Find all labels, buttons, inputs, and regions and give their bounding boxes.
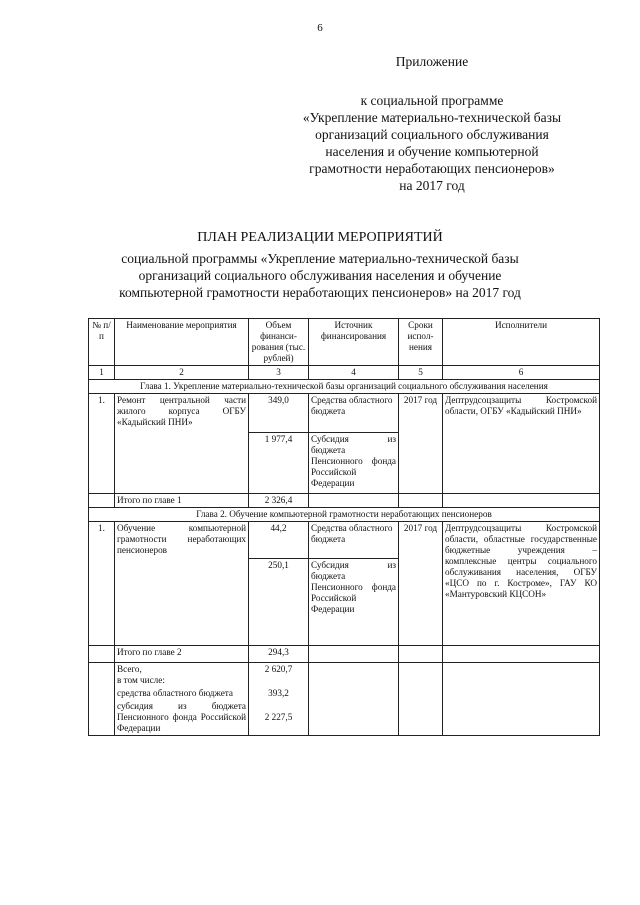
row-source-regional: Средства областного бюджета [309,394,399,433]
total-row-chapter-1 [89,494,600,508]
appendix-line-6: на 2017 год [399,178,465,193]
row-name: Обучение компьютерной грамотности неработающих пенсионеров [115,522,249,646]
chapter-2-row [89,508,600,522]
row-source-subsidy: Субсидия из бюджета Пенсионного фонда Российской Федерации [309,559,399,646]
appendix-line-5: грамотности неработающих пенсионеров» [309,161,555,176]
header-volume: Объем финанси- рования (тыс. рублей) [249,319,309,366]
header-terms: Сроки испол- нения [399,319,443,366]
row-volume-regional: 44,2 [249,522,309,559]
grand-total-values [249,663,309,736]
total-value: 294,3 [249,646,309,663]
row-executors: Дептрудсоцзащиты Костромской области, ОГБУ «Кадыйский ПНИ» [443,394,600,494]
row-source-regional: Средства областного бюджета [309,522,399,559]
page-number: 6 [317,22,323,34]
chapter-1-title: Глава 1. Укрепление материально-технической базы организаций социального обслуживания населения [89,380,600,394]
grand-regional-value: 393,2 [268,688,289,698]
header-num: № п/п [89,319,115,366]
appendix-label: Приложение [395,54,469,69]
grand-incl-label: в том числе: [117,675,165,685]
grand-regional-label: средства областного бюджета [117,688,233,698]
grand-subsidy-label: субсидия из бюджета Пенсионного фонда Российской Федерации [117,701,246,733]
subtitle-line-1: социальной программы «Укрепление материально-технической базы [121,251,519,266]
row-executors: Дептрудсоцзащиты Костромской области, областные государственные бюджетные учреждения – комплексные центры социального обслуживания населения, ОГБУ «ЦСО по г. Костроме», ГАУ КО «Мантуровский КЦСОН» [443,522,600,646]
col-number: 2 [115,366,249,380]
table-row [89,394,600,433]
total-row-chapter-2 [89,646,600,663]
subtitle-line-2: организаций социального обслуживания населения и обучение [138,268,502,283]
col-number: 1 [89,366,115,380]
appendix-line-1: к социальной программе [360,93,504,108]
row-num: 1. [89,522,115,646]
table-header-row [89,319,600,366]
row-volume-regional: 349,0 [249,394,309,433]
appendix-line-2: «Укрепление материально-технической базы [302,110,562,125]
col-number: 5 [399,366,443,380]
row-volume-subsidy: 250,1 [249,559,309,646]
chapter-2-title: Глава 2. Обучение компьютерной грамотности неработающих пенсионеров [89,508,600,522]
col-number: 6 [443,366,600,380]
header-executors: Исполнители [443,319,600,366]
header-source: Источник финансирования [309,319,399,366]
row-term: 2017 год [399,522,443,646]
row-volume-subsidy: 1 977,4 [249,433,309,494]
grand-total-row [89,663,600,736]
row-source-subsidy: Субсидия из бюджета Пенсионного фонда Российской Федерации [309,433,399,494]
total-value: 2 326,4 [249,494,309,508]
grand-total-labels [115,663,249,736]
col-number: 4 [309,366,399,380]
row-name: Ремонт центральной части жилого корпуса ОГБУ «Кадыйский ПНИ» [115,394,249,494]
column-numbers-row [89,366,600,380]
appendix-line-3: организаций социального обслуживания [315,127,549,142]
plan-table [88,318,600,736]
header-name: Наименование мероприятия [115,319,249,366]
row-num: 1. [89,394,115,494]
grand-all-value: 2 620,7 [264,664,293,674]
grand-all-label: Всего, [117,664,142,674]
total-label: Итого по главе 1 [115,494,249,508]
appendix-line-4: населения и обучение компьютерной [325,144,539,159]
total-label: Итого по главе 2 [115,646,249,663]
subtitle-line-3: компьютерной грамотности неработающих пенсионеров» на 2017 год [119,285,521,300]
table-row [89,522,600,559]
grand-subsidy-value: 2 227,5 [264,712,293,722]
row-term: 2017 год [399,394,443,494]
col-number: 3 [249,366,309,380]
plan-title: ПЛАН РЕАЛИЗАЦИИ МЕРОПРИЯТИЙ [197,230,443,245]
chapter-1-row [89,380,600,394]
